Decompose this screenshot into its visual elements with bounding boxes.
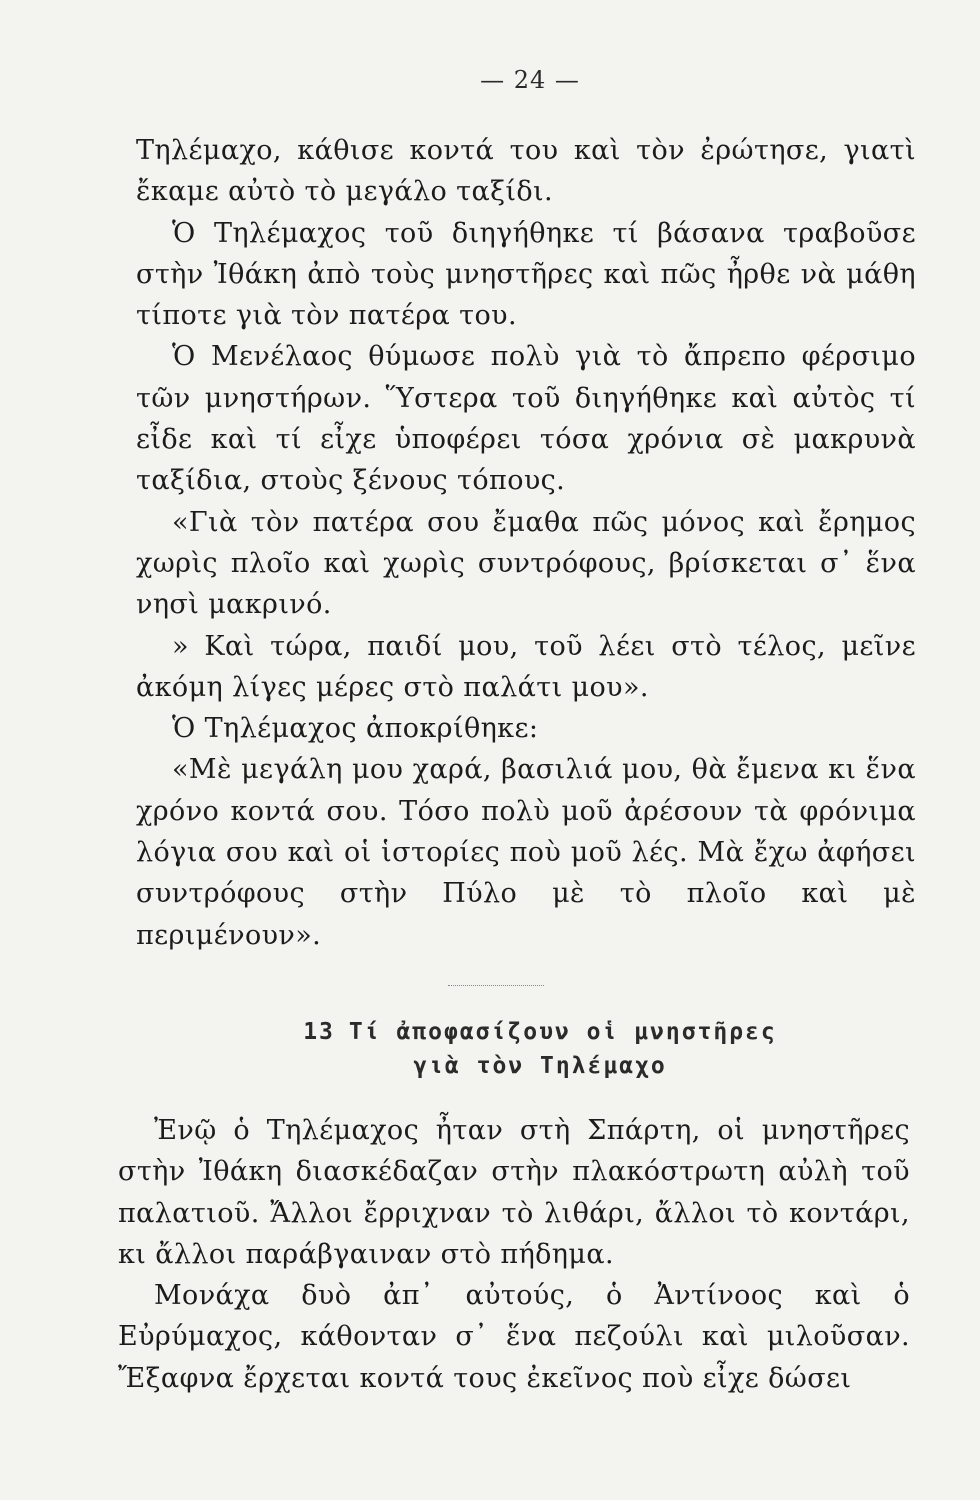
chapter-title-line-1 [200,1015,880,1049]
paragraph: Ὁ Τηλέμαχος τοῦ διηγήθηκε τί βάσανα τραβοῦσε στὴν Ἰθάκη ἀπὸ τοὺς μνηστῆρες καὶ πῶς ἦρθε νὰ μάθη τίποτε γιὰ τὸν πατέρα του. [136,217,916,332]
paragraph: «Γιὰ τὸν πατέρα σου ἔμαθα πῶς μόνος καὶ ἔρημος χωρὶς πλοῖο καὶ χωρὶς συντρόφους, βρίσκεται σ᾿ ἕνα νησὶ μακρινό. [136,506,916,621]
section-divider [448,985,544,986]
text-block-top [136,130,916,956]
chapter-number: 13 [303,1019,335,1045]
paragraph: Ἐνῷ ὁ Τηλέμαχος ἦταν στὴ Σπάρτη, οἱ μνηστῆρες στὴν Ἰθάκη διασκέδαζαν στὴν πλακόστρωτη αὐλὴ τοῦ παλατιοῦ. Ἄλλοι ἔρριχναν τὸ λιθάρι, ἄλλοι τὸ κοντάρι, κι ἄλλοι παράβγαιναν στὸ πήδημα. [118,1115,910,1270]
chapter-title: Τί ἀποφασίζουν οἱ μνηστῆρες [348,1019,777,1045]
paragraph: Ὁ Μενέλαος θύμωσε πολὺ γιὰ τὸ ἄπρεπο φέρσιμο τῶν μνηστήρων. Ὕστερα τοῦ διηγήθηκε καὶ αὐτὸς τί εἶδε καὶ τί εἶχε ὑποφέρει τόσα χρόνια σὲ μακρυνὰ ταξίδια, στοὺς ξένους τόπους. [136,341,916,497]
paragraph: Ὁ Τηλέμαχος ἀποκρίθηκε: [172,713,539,745]
text-block-bottom [118,1110,910,1399]
chapter-title-line-2: γιὰ τὸν Τηλέμαχο [413,1053,667,1079]
page-number: — 24 — [480,66,580,94]
chapter-heading [200,1015,880,1083]
paragraph: Τηλέμαχο, κάθισε κοντά του καὶ τὸν ἐρώτησε, γιατὶ ἔκαμε αὐτὸ τὸ μεγάλο ταξίδι. [136,135,916,208]
paragraph: » Καὶ τώρα, παιδί μου, τοῦ λέει στὸ τέλος, μεῖνε ἀκόμη λίγες μέρες στὸ παλάτι μου». [136,630,916,703]
paragraph: Μονάχα δυὸ ἀπ᾿ αὐτούς, ὁ Ἀντίνοος καὶ ὁ Εὐρύμαχος, κάθονταν σ᾿ ἕνα πεζούλι καὶ μιλοῦσαν. Ἔξαφνα ἔρχεται κοντά τους ἐκεῖνος ποὺ εἶχε δώσει [118,1280,910,1394]
paragraph: «Μὲ μεγάλη μου χαρά, βασιλιά μου, θὰ ἔμενα κι ἕνα χρόνο κοντά σου. Τόσο πολὺ μοῦ ἀρέσουν τὰ φρόνιμα λόγια σου καὶ οἱ ἱστορίες ποὺ μοῦ λές. Μὰ ἔχω ἀφήσει συντρόφους στὴν Πύλο μὲ τὸ πλοῖο καὶ μὲ περιμένουν». [136,754,916,951]
